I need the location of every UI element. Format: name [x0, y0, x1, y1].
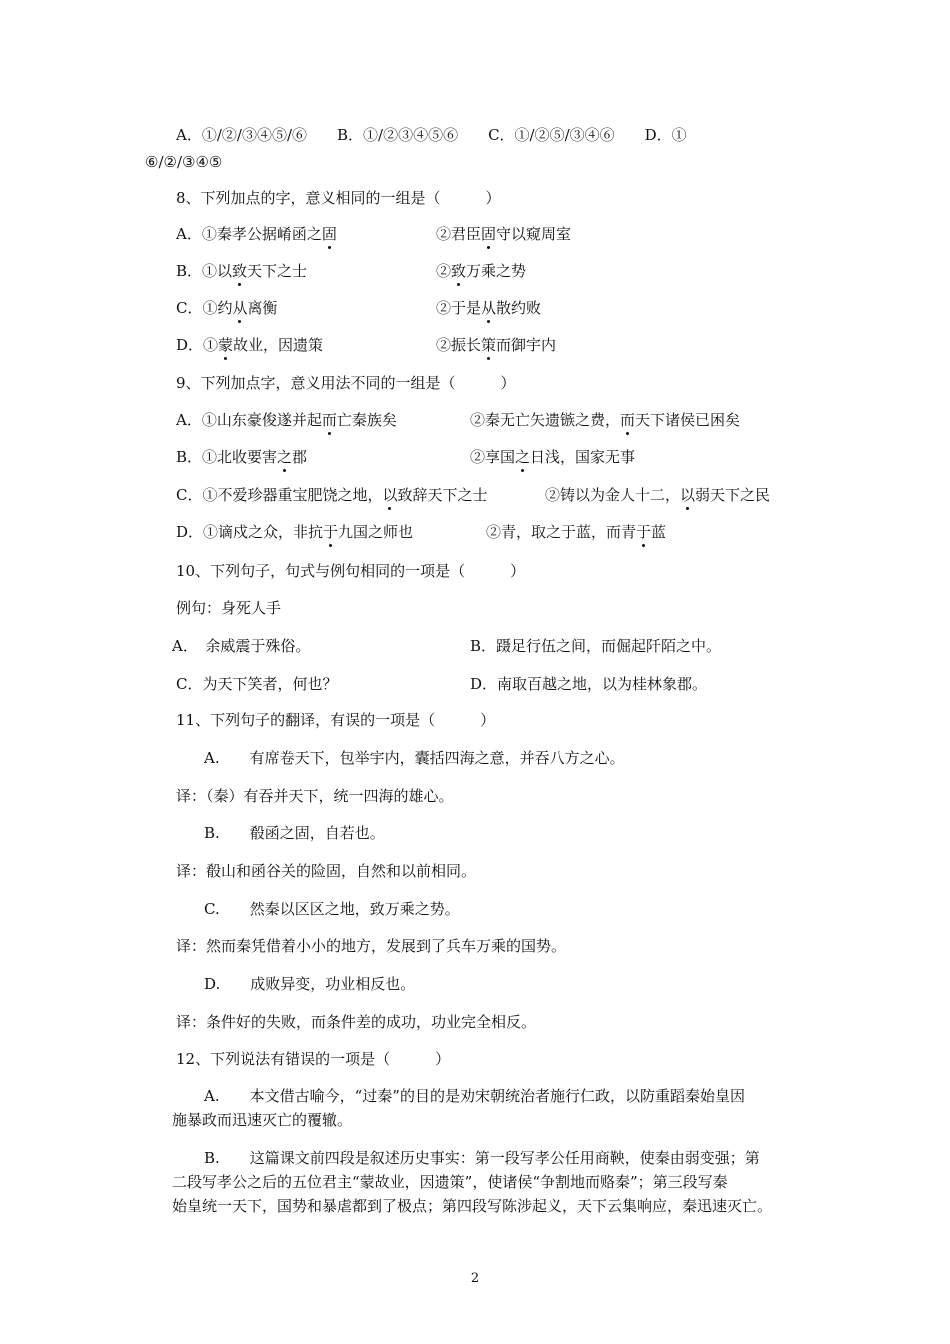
q11-stem: 11、下列句子的翻译，有误的一项是（ ）: [176, 711, 496, 729]
q9-option-a-left: A．①山东豪俊遂并起而亡秦族矣: [176, 411, 397, 429]
emphasis-char: 而: [620, 411, 636, 429]
q8-option-c-left: C．①约从离衡: [176, 299, 278, 317]
emphasis-char: 蒙: [218, 336, 234, 354]
emphasis-char: 以: [382, 486, 398, 504]
q12-stem: 12、下列说法有错误的一项是（ ）: [176, 1050, 451, 1068]
q11-option-c-translation: 译：然而秦凭借着小小的地方，发展到了兵车万乘的国势。: [176, 937, 567, 955]
q9-option-d-left: D．①谪戍之众，非抗于九国之师也: [176, 523, 414, 541]
q10-stem: 10、下列句子，句式与例句相同的一项是（ ）: [176, 562, 526, 580]
q8-option-d-right: ②振长策而御宇内: [436, 336, 557, 354]
q7-options-line2: ⑥/②/③④⑤: [145, 153, 223, 171]
emphasis-char: 从: [232, 299, 248, 317]
q8-option-b-right: ②致万乘之势: [436, 262, 527, 280]
q8-option-b-left: B．①以致天下之士: [176, 262, 308, 280]
q12-option-a-line2: 施暴政而迅速灭亡的覆辙。: [172, 1111, 353, 1129]
q8-option-a-right: ②君臣固守以窥周室: [436, 225, 572, 243]
emphasis-char: 致: [232, 262, 248, 280]
emphasis-char: 之: [277, 448, 293, 466]
q11-option-b-translation: 译：殽山和函谷关的险固，自然和以前相同。: [176, 862, 477, 880]
q12-option-b-line3: 始皇统一天下，国势和暴虐都到了极点；第四段写陈涉起义，天下云集响应，秦迅速灭亡。: [172, 1197, 773, 1215]
q9-option-c-right: ②铸以为金人十二，以弱天下之民: [545, 486, 771, 504]
emphasis-char: 于: [323, 523, 339, 541]
q7-options-line1: A．①/②/③④⑤/⑥ B．①/②③④⑤⑥ C．①/②⑤/③④⑥ D．①: [176, 126, 687, 144]
q10-example: 例句：身死人手: [176, 599, 282, 617]
q9-option-b-left: B．①北收要害之郡: [176, 448, 308, 466]
q9-option-b-right: ②享国之日浅，国家无事: [470, 448, 636, 466]
emphasis-char: 从: [481, 299, 497, 317]
q10-option-a: A． 余威震于殊俗。: [172, 637, 311, 655]
q11-option-d-translation: 译：条件好的失败，而条件差的成功，功业完全相反。: [176, 1013, 537, 1031]
q9-option-a-right: ②秦无亡矢遗镞之费，而天下诸侯已困矣: [470, 411, 741, 429]
emphasis-char: 策: [481, 336, 497, 354]
emphasis-char: 以: [680, 486, 696, 504]
q10-option-b: B．蹑足行伍之间，而倔起阡陌之中。: [470, 637, 722, 655]
q8-stem: 8、下列加点的字，意义相同的一组是（ ）: [176, 189, 501, 207]
emphasis-char: 而: [321, 411, 337, 429]
emphasis-char: 固: [481, 225, 497, 243]
q9-option-d-right: ②青，取之于蓝，而青于蓝: [486, 523, 667, 541]
emphasis-char: 固: [321, 225, 337, 243]
q10-option-d: D．南取百越之地，以为桂林象郡。: [470, 675, 708, 693]
q8-option-d-left: D．①蒙故业，因遗策: [176, 336, 324, 354]
q8-option-a-left: A．①秦孝公据崤函之固: [176, 225, 337, 243]
q12-option-a-line1: A. 本文借古喻今，“过秦”的目的是劝宋朝统治者施行仁政，以防重蹈秦始皇因: [204, 1087, 745, 1105]
q12-option-b-line2: 二段写孝公之后的五位君主“蒙故业，因遗策”，使诸侯“争割地而赂秦”；第三段写秦: [172, 1173, 728, 1191]
q11-option-a: A. 有席卷天下，包举宇内，囊括四海之意，并吞八方之心。: [204, 749, 625, 767]
q11-option-c: C. 然秦以区区之地，致万乘之势。: [204, 900, 460, 918]
q9-stem: 9、下列加点字，意义用法不同的一组是（ ）: [176, 374, 516, 392]
q9-option-c-left: C．①不爱珍器重宝肥饶之地，以致辞天下之士: [176, 486, 488, 504]
q11-option-b: B. 殽函之固，自若也。: [204, 824, 385, 842]
q11-option-d: D. 成败异变，功业相反也。: [204, 975, 416, 993]
q11-option-a-translation: 译：（秦）有吞并天下，统一四海的雄心。: [176, 787, 454, 805]
emphasis-char: 于: [636, 523, 652, 541]
page-number: 2: [470, 1271, 480, 1286]
q12-option-b-line1: B. 这篇课文前四段是叙述历史事实：第一段写孝公任用商鞅，使秦由弱变强；第: [204, 1149, 760, 1167]
emphasis-char: 之: [515, 448, 531, 466]
q8-option-c-right: ②于是从散约败: [436, 299, 542, 317]
q10-option-c: C．为天下笑者，何也？: [176, 675, 338, 693]
emphasis-char: 致: [451, 262, 467, 280]
